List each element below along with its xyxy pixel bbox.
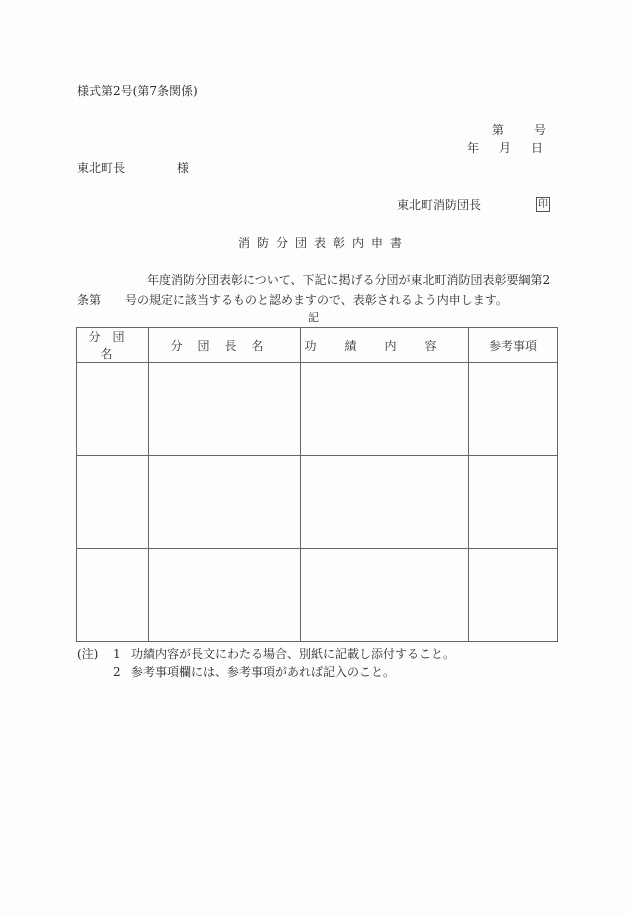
cell-remarks[interactable]: [469, 549, 558, 642]
cell-branch-name[interactable]: [77, 363, 149, 456]
doc-number-suffix: 号: [534, 123, 547, 137]
column-header-branch-name: 分団名: [77, 328, 149, 363]
cell-branch-name[interactable]: [77, 549, 149, 642]
body-line2-prefix: 条第: [77, 293, 102, 307]
date-year: 年: [467, 141, 480, 155]
note-1: [77, 648, 455, 660]
cell-remarks[interactable]: [469, 363, 558, 456]
doc-number-prefix: 第: [492, 123, 505, 137]
date-month: 月: [499, 141, 512, 155]
cell-achievements[interactable]: [301, 549, 469, 642]
note-text: 功績内容が長文にわたる場合、別紙に記載し添付すること。: [131, 647, 456, 661]
cell-achievements[interactable]: [301, 363, 469, 456]
body-text-line-1: 年度消防分団表彰について、下記に掲げる分団が東北町消防団表彰要綱第2: [147, 273, 551, 287]
note-number: 1: [113, 647, 121, 661]
body-text-line-2: [77, 294, 508, 306]
note-text: 参考事項欄には、参考事項があれば記入のこと。: [131, 665, 396, 679]
cell-branch-name[interactable]: [77, 456, 149, 549]
column-header-achievements: 功績内容: [301, 328, 469, 363]
form-number: 様式第2号(第7条関係): [77, 84, 198, 98]
column-header-branch-chief-name: 分団長名: [149, 328, 301, 363]
seal-stamp-box: 印: [538, 199, 548, 210]
body-line2-rest: 号の規定に該当するものと認めますので、表彰されるよう内申します。: [125, 293, 508, 307]
date-day: 日: [531, 141, 544, 155]
column-header-remarks: 参考事項: [469, 328, 558, 363]
table-header-row: [77, 328, 558, 363]
award-table: [76, 327, 558, 642]
ki-label: 記: [308, 311, 319, 324]
document-number: [492, 124, 546, 136]
cell-branch-chief-name[interactable]: [149, 456, 301, 549]
note-prefix: (注): [77, 647, 99, 661]
addressee: [77, 162, 189, 174]
note-number: 2: [113, 665, 121, 679]
addressee-name: 東北町長: [77, 161, 126, 175]
table-row: [77, 456, 558, 549]
table-row: [77, 363, 558, 456]
table-row: [77, 549, 558, 642]
note-2: [77, 666, 395, 678]
cell-branch-chief-name[interactable]: [149, 363, 301, 456]
cell-remarks[interactable]: [469, 456, 558, 549]
cell-achievements[interactable]: [301, 456, 469, 549]
document-date: [467, 142, 543, 154]
cell-branch-chief-name[interactable]: [149, 549, 301, 642]
addressee-honorific: 様: [177, 161, 190, 175]
document-title: 消防分団表彰内申書: [238, 236, 410, 250]
sender-name: 東北町消防団長: [397, 198, 482, 212]
